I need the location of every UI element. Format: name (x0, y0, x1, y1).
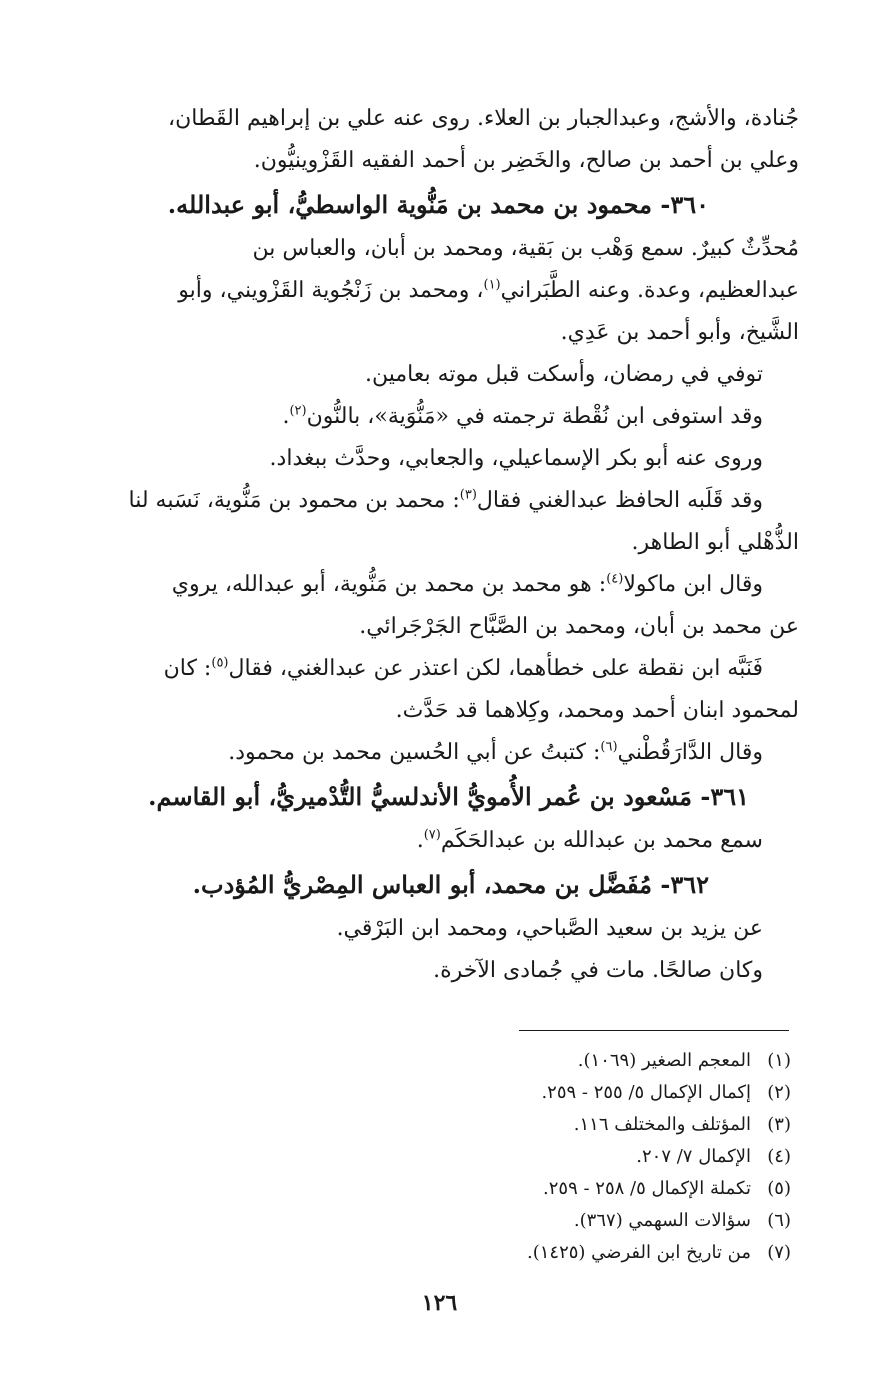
entry-360-p7-line-1 (54, 648, 799, 690)
footnote-ref-1: (١) (483, 277, 501, 293)
footnote-item (291, 1237, 791, 1269)
entry-360-paragraph-6 (54, 564, 799, 648)
footnote-ref-5: (٥) (211, 655, 229, 671)
footnote-number: (٣) (767, 1114, 791, 1135)
entry-360-p7-line-2: لمحمود ابنان أحمد ومحمد، وكِلاهما قد حَدَّث. (395, 698, 799, 723)
entry-360-p5-line-1 (54, 480, 799, 522)
entry-360-paragraph-5 (54, 480, 799, 564)
footnote-item (291, 1109, 791, 1141)
footnote-number: (٧) (767, 1242, 791, 1263)
entry-362-heading: ٣٦٢- مُفَضَّل بن محمد، أبو العباس المِصْريُّ المُؤدب. (192, 870, 709, 899)
entry-360-paragraph-4: وروى عنه أبو بكر الإسماعيلي، والجعابي، وحدَّث ببغداد. (269, 446, 763, 471)
footnote-number: (٤) (767, 1146, 791, 1167)
entry-360-paragraph-1 (54, 228, 799, 354)
main-text (54, 98, 799, 992)
entry-360-p1-line-2 (54, 270, 799, 312)
footnote-text: من تاريخ ابن الفرضي (١٤٢٥). (526, 1242, 751, 1263)
footnote-ref-6: (٦) (600, 739, 618, 755)
footnote-number: (٥) (767, 1178, 791, 1199)
text-span: فَنَبَّه ابن نقطة على خطأهما، لكن اعتذر عن عبدالغني، فقال (228, 656, 763, 681)
text-span: وقال الدَّارَقُطْني (617, 740, 763, 765)
footnote-number: (٢) (767, 1082, 791, 1103)
entry-360-p1-line-3: الشَّيخ، وأبو أحمد بن عَدِي. (560, 320, 799, 345)
text-span: وقد استوفى ابن نُقْطة ترجمته في «مَنُّوَية»، بالنُّون (306, 404, 763, 429)
footnote-number: (٦) (767, 1210, 791, 1231)
footnote-item (291, 1205, 791, 1237)
entry-360-heading: ٣٦٠- محمود بن محمد بن مَنُّوية الواسطيُّ، أبو عبدالله. (167, 190, 709, 219)
text-span: : كتبتُ عن أبي الحُسين محمد بن محمود. (228, 740, 601, 765)
footnote-ref-7: (٧) (423, 827, 441, 843)
entry-360-paragraph-8 (54, 732, 799, 774)
footnote-text: تكملة الإكمال ٥/ ٢٥٨ - ٢٥٩. (543, 1178, 751, 1199)
footnote-text: سؤالات السهمي (٣٦٧). (573, 1210, 751, 1231)
text-span: . (416, 828, 424, 853)
footnote-text: المعجم الصغير (١٠٦٩). (577, 1050, 751, 1071)
entry-360-p5-line-2: الذُّهْلي أبو الطاهر. (631, 530, 799, 555)
intro-line-1: جُنادة، والأشج، وعبدالجبار بن العلاء. روى عنه علي بن إبراهيم القَطان، (168, 106, 799, 131)
footnote-item (291, 1141, 791, 1173)
footnote-number: (١) (767, 1050, 791, 1071)
text-span: وقال ابن ماكولا (623, 572, 763, 597)
text-span: : هو محمد بن محمد بن مَنُّوية، أبو عبدالله، يروي (171, 572, 607, 597)
entry-361-paragraph-1 (54, 820, 799, 862)
footnote-item (291, 1077, 791, 1109)
footnote-divider (519, 1030, 789, 1031)
entry-360-p6-line-2: عن محمد بن أبان، ومحمد بن الصَّبَّاح الجَرْجَرائي. (359, 614, 799, 639)
text-span: ، ومحمد بن زَنْجُوية القَزْويني، وأبو (178, 278, 484, 303)
intro-line-2: وعلي بن أحمد بن صالح، والخَضِر بن أحمد الفقيه القَزْوينيُّون. (253, 148, 799, 173)
text-span: : محمد بن محمود بن مَنُّوية، نَسَبه لنا (128, 488, 460, 513)
footnotes-section (291, 1045, 791, 1269)
footnote-ref-2: (٢) (289, 403, 307, 419)
text-span: عبدالعظيم، وعدة. وعنه الطَّبَراني (500, 278, 799, 303)
entry-361-heading: ٣٦١- مَسْعود بن عُمر الأُمويُّ الأندلسيُّ التُّدْميريُّ، أبو القاسم. (148, 782, 749, 811)
footnote-text: المؤتلف والمختلف ١١٦. (573, 1114, 751, 1135)
entry-360-paragraph-2: توفي في رمضان، وأسكت قبل موته بعامين. (364, 362, 763, 387)
entry-360-paragraph-7 (54, 648, 799, 732)
footnote-item (291, 1045, 791, 1077)
text-span: . (282, 404, 290, 429)
text-span: : كان (163, 656, 212, 681)
entry-362-paragraph-2: وكان صالحًا. مات في جُمادى الآخرة. (433, 958, 763, 983)
entry-360-p6-line-1 (54, 564, 799, 606)
text-span: سمع محمد بن عبدالله بن عبدالحَكَم (440, 828, 763, 853)
footnote-text: إكمال الإكمال ٥/ ٢٥٥ - ٢٥٩. (541, 1082, 751, 1103)
text-span: وقد قَلَبه الحافظ عبدالغني فقال (476, 488, 763, 513)
footnote-ref-4: (٤) (606, 571, 624, 587)
page-number: ١٢٦ (421, 1290, 458, 1316)
entry-362-paragraph-1: عن يزيد بن سعيد الصَّباحي، ومحمد ابن البَرْقي. (336, 916, 763, 941)
entry-360-p1-line-1: مُحدِّثٌ كبيرٌ. سمع وَهْب بن بَقية، ومحمد بن أبان، والعباس بن (252, 236, 799, 261)
footnote-item (291, 1173, 791, 1205)
footnote-ref-3: (٣) (459, 487, 477, 503)
footnote-text: الإكمال ٧/ ٢٠٧. (636, 1146, 751, 1167)
entry-360-paragraph-3 (54, 396, 799, 438)
